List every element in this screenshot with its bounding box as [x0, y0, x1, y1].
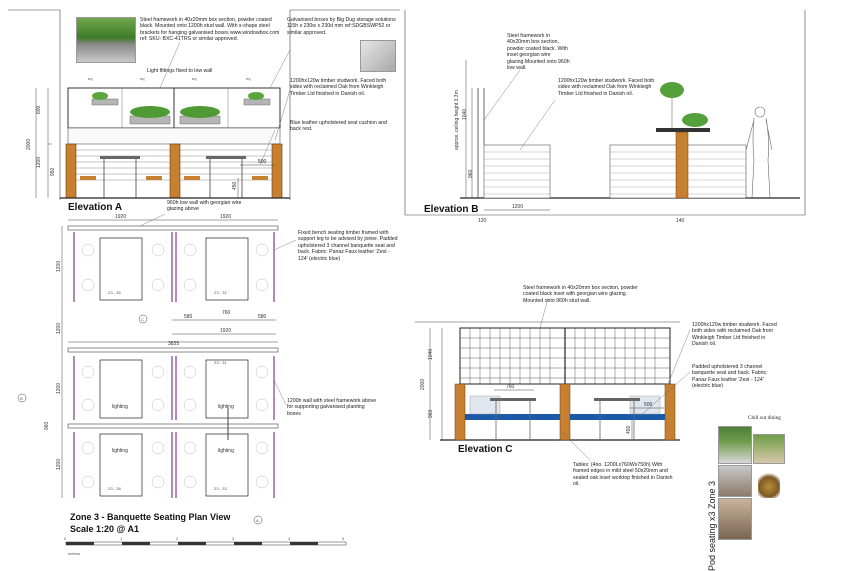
elev-b-dim-960: 960: [468, 169, 474, 178]
marker-c-label: C: [141, 317, 144, 322]
pod-photo-2: [753, 434, 785, 464]
plan-dim-3835: 3835: [168, 341, 180, 347]
elev-a-title: Elevation A: [68, 202, 123, 213]
table-label-4: Z3 - 38: [108, 486, 121, 491]
elev-a-dim-500: 500: [258, 159, 267, 165]
sidebar-label: Pod seating x3 Zone 3: [707, 480, 717, 571]
scale-num-1: 1: [120, 536, 123, 541]
pod-photo-3: [718, 465, 752, 497]
plan-dim-1920-c: 1920: [220, 328, 232, 334]
plan-note-bench: Fixed bench seating timber framed with support leg to be advised by joiner. Padded upholstered 3 channel banquette seat and back. Fabric: Panaz Faux leather 'Zest - 124' (electric blue): [298, 230, 398, 262]
lighting-label-2: lighting: [218, 404, 234, 410]
plan-view-drawing: [18, 214, 346, 545]
elev-a-note-seat: Blue leather upholstered seat cushion and back rest.: [290, 120, 387, 133]
elev-a-note-galvanised: Galvanised boxes by Big Dug storage solutions 115h x 230w x 230d mm ref:SDGBSWP52 or similar approved.: [287, 17, 396, 36]
plan-title: Zone 3 - Banquette Seating Plan View: [70, 512, 231, 522]
pod-photo-1: [718, 426, 752, 464]
lamp-photo: [758, 470, 780, 498]
elev-b-ceiling-label: approx. ceiling height 3.3m: [454, 90, 460, 150]
scale-num-2: 2: [176, 536, 179, 541]
elev-b-dim-120: 120: [478, 218, 487, 224]
elev-b-note-steel: Steel framework in 40x20mm box section, powder coated black. With inset georgian wire glazing.Mounted onto 960h low wall.: [507, 33, 570, 72]
scale-num-4: 4: [288, 536, 291, 541]
lighting-label-3: lighting: [112, 448, 128, 454]
elev-c-dim-2000: 2000: [420, 378, 426, 390]
plan-dim-760: 760: [222, 310, 231, 316]
marker-b-label: B: [20, 396, 23, 401]
plan-dim-960: 960: [44, 421, 50, 430]
elev-a-dim-2000: 2000: [26, 138, 32, 150]
plan-dim-580-a: 580: [184, 314, 193, 320]
elev-a-dim-450: 450: [232, 181, 238, 190]
svg-text:eq: eq: [246, 76, 251, 81]
elev-a-note-lights: Light fittings fixed to low wall: [147, 68, 213, 74]
plan-dim-1200-b: 1200: [56, 322, 62, 334]
plan-dim-1920-b: 1920: [220, 214, 232, 220]
planter-boxes: [92, 92, 270, 124]
elev-a-dim-1200: 1200: [36, 156, 42, 168]
lighting-label-1: lighting: [112, 404, 128, 410]
elev-a-note-studwork: 1200hx120w timber studwork. Faced both sides with reclaimed Oak from Winkleigh Timber Ltd finished in Danish oil.: [290, 78, 387, 97]
elev-a-dim-950: 950: [50, 167, 56, 176]
svg-text:eq: eq: [192, 76, 197, 81]
plan-dim-580-b: 580: [258, 314, 267, 320]
elev-b-dim-1200: 1200: [512, 204, 524, 210]
table-label-3: Z3 - 31: [214, 360, 227, 365]
plan-dim-1200-a: 1200: [56, 260, 62, 272]
pod-photo-4: [718, 498, 752, 540]
elev-c-dim-760: 760: [506, 384, 515, 390]
scale-num-5: 5: [342, 536, 345, 541]
galvanised-box-photo: [360, 40, 396, 72]
elev-c-note-seat: Padded upholstered 3 channel banquette seat and back. Fabric: Panaz Faux leather 'Zest - 124' (electric blue): [692, 364, 768, 390]
svg-text:eq: eq: [88, 76, 93, 81]
scale-num-3: 3: [232, 536, 235, 541]
table-label-5: Z3 - 33: [214, 486, 227, 491]
elev-b-title: Elevation B: [424, 204, 479, 215]
elev-b-dim-1040: 1040: [462, 108, 468, 120]
elev-c-dim-450: 450: [626, 425, 632, 434]
scale-bar: [66, 542, 346, 545]
scale-unit: metres: [68, 551, 81, 556]
plan-dim-1200-d: 1200: [56, 458, 62, 470]
elev-c-title: Elevation C: [458, 444, 513, 455]
elev-c-note-tables: Tables: (4no. 1200Lx760Wx750h) With framed edges in mild steel 50x20mm and sealed oak inset worktop finished in Danish oil.: [573, 462, 673, 488]
planter-photo: [76, 17, 136, 63]
table-label-2: Z3 - 32: [214, 290, 227, 295]
elevation-c-drawing: [415, 298, 690, 460]
scale-num-0: 0: [64, 536, 67, 541]
table-label-1: Z3 - 35: [108, 290, 121, 295]
sidebar-caption: Chill out dining: [748, 415, 781, 421]
plan-scale: Scale 1:20 @ A1: [70, 524, 139, 534]
marker-a-label: A: [256, 518, 259, 523]
elev-c-note-steel: Steel framework in 40x20mm box section, powder coated black inset with georgian wire glazing. Mounted onto 960h stud wall.: [523, 285, 638, 304]
plan-note-wall: 1200h wall with steel framework above for supporting galvanised planting boxes: [287, 398, 377, 417]
plan-note-low-wall: 960h low wall with georgian wire glazing above: [167, 200, 242, 213]
svg-text:eq: eq: [140, 76, 145, 81]
elev-c-dim-960: 960: [428, 409, 434, 418]
elev-b-dim-140: 140: [676, 218, 685, 224]
elev-a-note-steel: Steel framework in 40x20mm box section, powder coated black. Mounted onto 1200h stud wall. With s-shape steel brackets for hanging galvanised boxes www.windowbox.com ref: SKU: BXC-41TRS or similar approved.: [140, 17, 280, 43]
elev-a-dim-800: 800: [36, 105, 42, 114]
person-silhouette: [746, 107, 772, 198]
elev-c-dim-500: 500: [644, 402, 653, 408]
plan-dim-1920-a: 1920: [115, 214, 127, 220]
elev-c-note-studwork: 1200hx120w timber studwork. Faced both sides with reclaimed Oak from Winkleigh Timber Ltd finished in Danish oil.: [692, 322, 777, 348]
elev-c-dim-1040: 1040: [428, 348, 434, 360]
plan-dim-1200-c: 1200: [56, 382, 62, 394]
lighting-label-4: lighting: [218, 448, 234, 454]
elev-b-note-studwork: 1200hx120w timber studwork. Faced both sides with reclaimed Oak from Winkleigh Timber Ltd finished in Danish oil.: [558, 78, 655, 97]
